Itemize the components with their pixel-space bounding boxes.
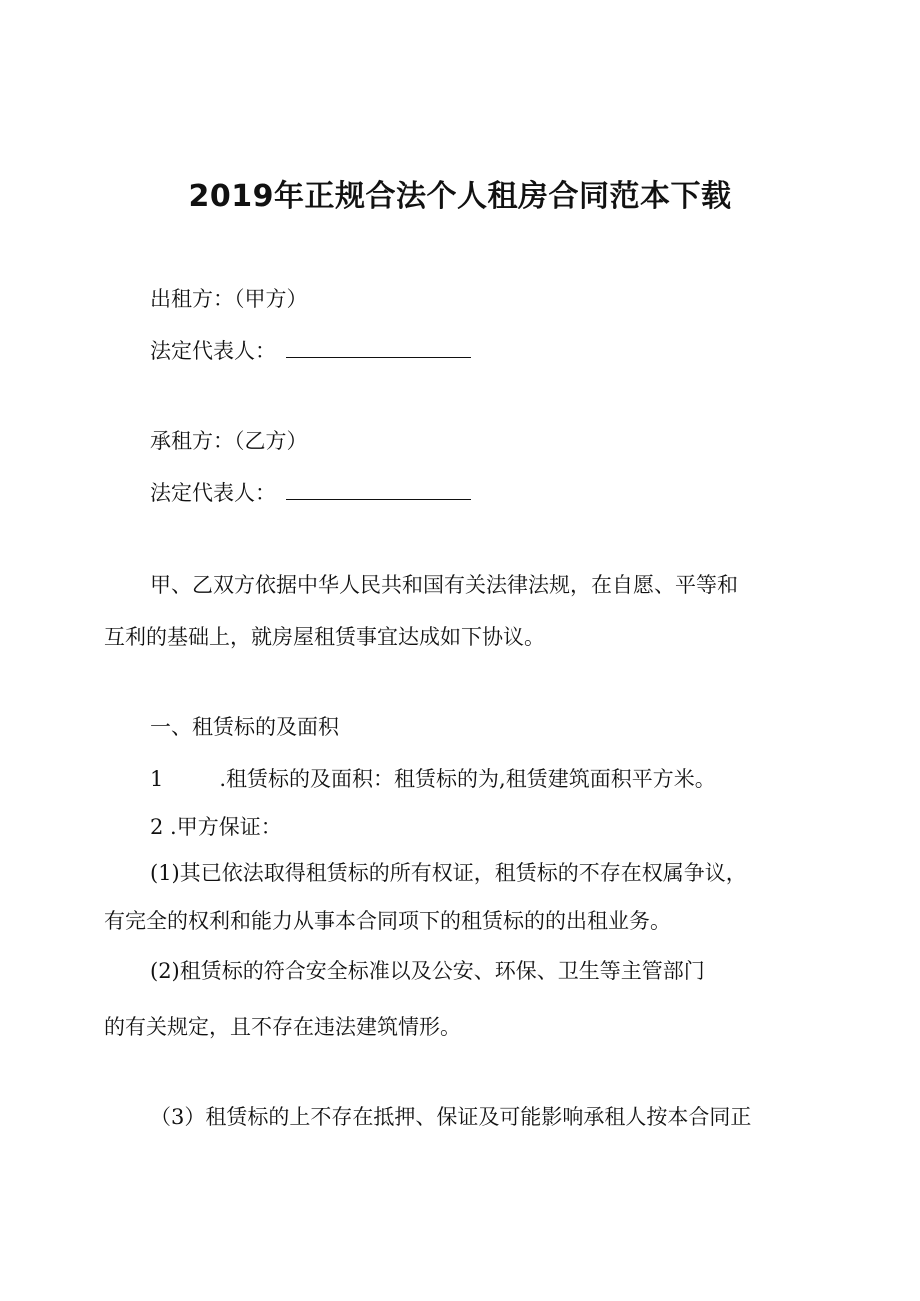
- lessor-representative-row: [150, 336, 471, 366]
- item-1-text: .租赁标的及面积：租赁标的为,租赁建筑面积平方米。: [219, 767, 716, 791]
- section-1-heading: 一、租赁标的及面积: [150, 715, 339, 739]
- clause-1-line-2: 有完全的权利和能力从事本合同项下的租赁标的的出租业务。: [104, 909, 671, 933]
- clause-3-line-1: （3）租赁标的上不存在抵押、保证及可能影响承租人按本合同正: [150, 1105, 752, 1129]
- lessee-representative-blank: [286, 479, 471, 500]
- lessee-representative-label: 法定代表人：: [150, 481, 276, 505]
- intro-line-1: 甲、乙双方依据中华人民共和国有关法律法规，在自愿、平等和: [150, 573, 738, 597]
- item-2-heading: 2 .甲方保证：: [150, 815, 282, 839]
- lessor-label: 出租方：（甲方）: [150, 287, 308, 311]
- item-1-row: [150, 764, 716, 794]
- lessor-representative-blank: [286, 337, 471, 358]
- lessee-representative-row: [150, 478, 471, 508]
- item-1-number: 1: [150, 767, 164, 791]
- intro-line-2: 互利的基础上，就房屋租赁事宜达成如下协议。: [104, 625, 545, 649]
- clause-2-line-1: (2)租赁标的符合安全标准以及公安、环保、卫生等主管部门: [150, 959, 705, 983]
- lessor-representative-label: 法定代表人：: [150, 339, 276, 363]
- clause-2-line-2: 的有关规定，且不存在违法建筑情形。: [104, 1015, 461, 1039]
- clause-1-line-1: (1)其已依法取得租赁标的所有权证，租赁标的不存在权属争议，: [150, 861, 747, 885]
- lessee-label: 承租方：（乙方）: [150, 429, 308, 453]
- document-title: 2019年正规合法个人租房合同范本下载: [188, 179, 732, 214]
